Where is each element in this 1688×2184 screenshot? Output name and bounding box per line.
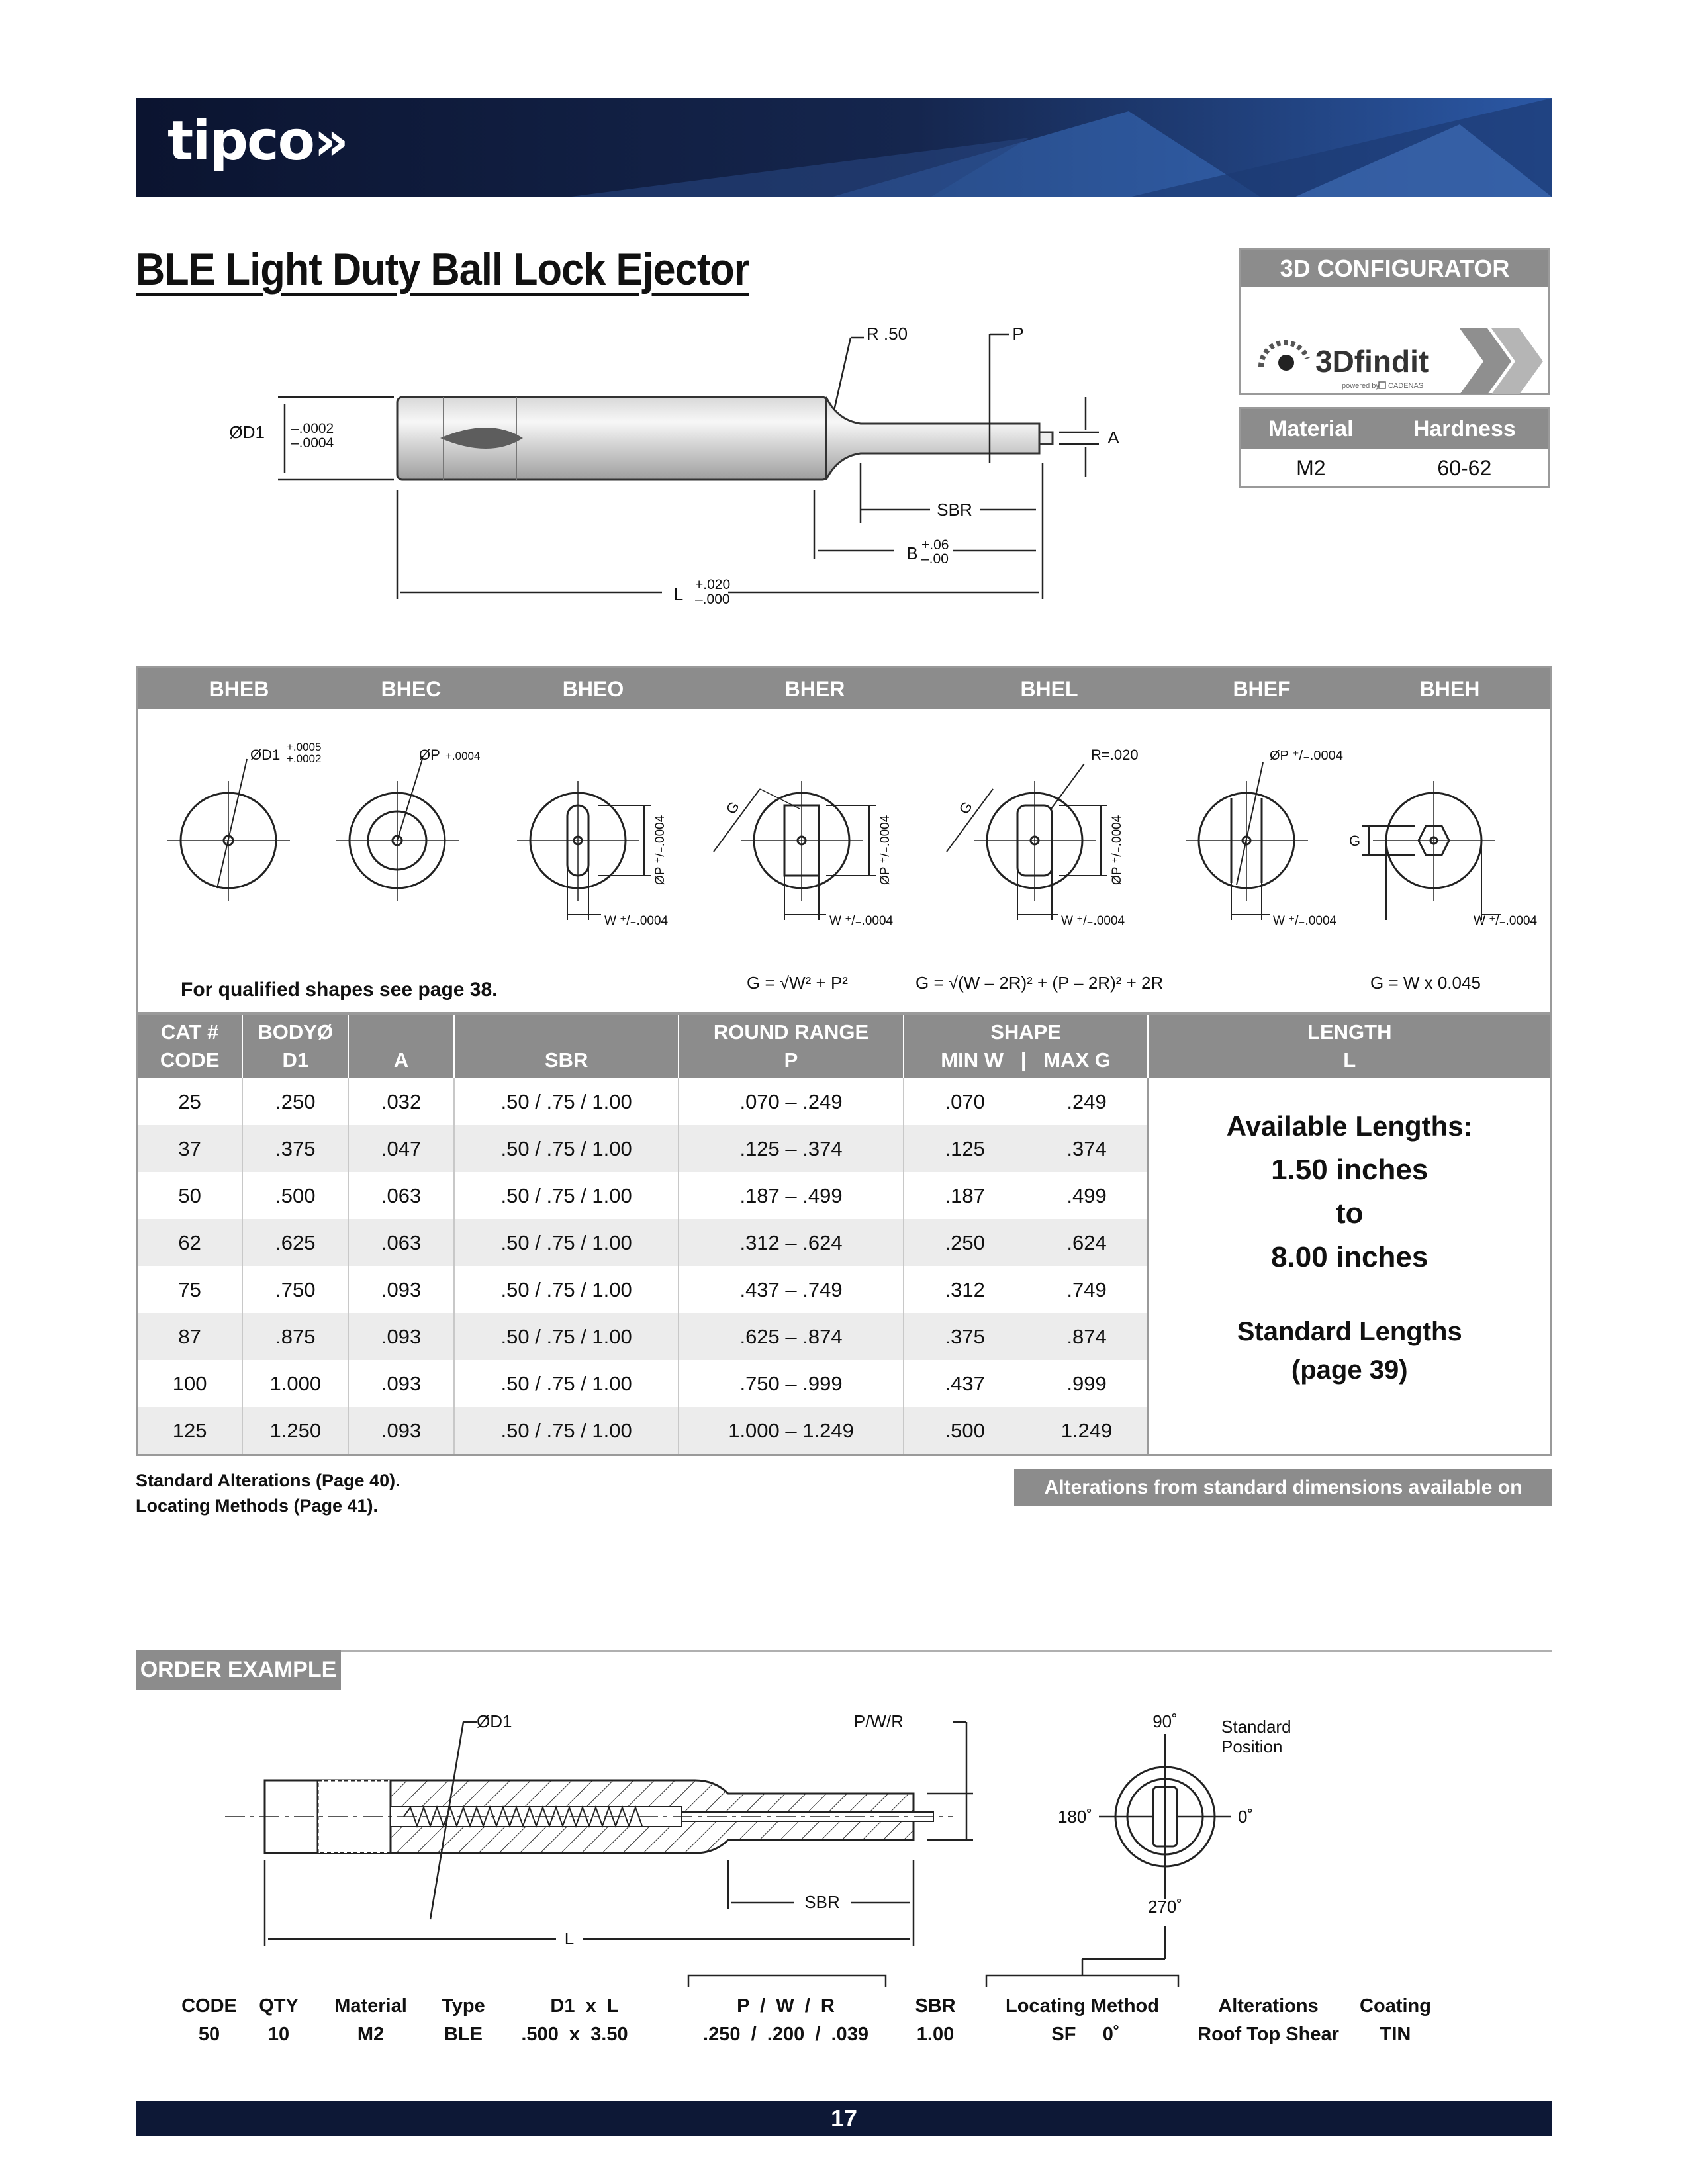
sbr-cell: .50 / .75 / 1.00 xyxy=(454,1266,679,1313)
min-length: 1.50 inches xyxy=(1271,1154,1429,1186)
shape-diagrams xyxy=(138,709,1550,1014)
d1-cell: 1.250 xyxy=(242,1407,348,1455)
b-tol-top: +.06 xyxy=(921,537,949,553)
bheo-p: ØP ⁺/₋.0004 xyxy=(653,815,667,885)
round-range-cell: .437 – .749 xyxy=(679,1266,903,1313)
a-header: A xyxy=(348,1014,454,1079)
configurator-heading: 3D CONFIGURATOR xyxy=(1241,250,1548,287)
dimensions-table xyxy=(136,1013,1552,1456)
l-tol-top: +.020 xyxy=(695,577,731,592)
l-tol-bot: –.000 xyxy=(695,592,730,607)
b-label: B xyxy=(906,543,918,563)
d1-cell: .250 xyxy=(242,1078,348,1125)
order-value-type: BLE xyxy=(444,2024,483,2045)
order-example-divider xyxy=(341,1650,1552,1652)
bheh-w: W ⁺/₋.0004 xyxy=(1474,914,1538,928)
standard-lengths-page: (page 39) xyxy=(1291,1355,1408,1385)
d1-label: ØD1 xyxy=(229,422,265,442)
order-label-locating: Locating Method xyxy=(1006,1995,1159,2017)
order-value-d1-l: .500 x 3.50 xyxy=(521,2024,628,2045)
shape-header: SHAPE MIN W | MAX G xyxy=(904,1014,1149,1079)
bhef-p: ØP ⁺/₋.0004 xyxy=(1270,749,1343,763)
max-g-cell: 1.249 xyxy=(1026,1407,1149,1455)
alterations-request-banner: Alterations from standard dimensions available on request. xyxy=(1014,1469,1552,1506)
bhec-p: ØP xyxy=(419,747,440,763)
length-header: LENGTH L xyxy=(1148,1014,1551,1079)
order-value-pwr: .250 / .200 / .039 xyxy=(703,2024,868,2045)
order-label-pwr: P / W / R xyxy=(737,1995,835,2017)
standard-position-line1: Standard xyxy=(1221,1717,1291,1737)
a-cell: .093 xyxy=(348,1313,454,1360)
bheh-g: G xyxy=(1349,833,1361,849)
cadenas-text: CADENAS xyxy=(1388,382,1424,390)
formula-bher: G = √W² + P² xyxy=(747,973,848,993)
shape-bheh: BHEH xyxy=(1419,677,1480,701)
sbr-cell: .50 / .75 / 1.00 xyxy=(454,1078,679,1125)
max-g-cell: .249 xyxy=(1066,1089,1107,1113)
order-value-sbr: 1.00 xyxy=(916,2024,955,2045)
locating-methods-note[interactable]: Locating Methods (Page 41). xyxy=(136,1496,379,1516)
d1-cell: .500 xyxy=(242,1172,348,1219)
min-w-cell: .312 xyxy=(904,1266,1026,1313)
deg-180-label: 180˚ xyxy=(1057,1807,1092,1827)
cat-code-cell: 100 xyxy=(172,1371,207,1395)
standard-position-line2: Position xyxy=(1221,1737,1283,1756)
bhel-g: G xyxy=(955,798,976,817)
3dfindit-brand: 3Dfindit xyxy=(1315,344,1429,379)
bheb-d1: ØD1 xyxy=(250,747,281,763)
sbr-cell: .50 / .75 / 1.00 xyxy=(454,1407,679,1455)
header-banner xyxy=(136,98,1552,197)
ejector-drawing xyxy=(229,311,1165,615)
shape-bheo: BHEO xyxy=(562,677,624,701)
max-g-cell: .499 xyxy=(1066,1183,1107,1207)
cadenas-icon xyxy=(1379,382,1385,388)
bhel-p: ØP ⁺/₋.0004 xyxy=(1110,815,1124,885)
cat-code-cell: 125 xyxy=(137,1407,243,1455)
order-brackets xyxy=(682,1946,1211,1999)
bhel-w: W ⁺/₋.0004 xyxy=(1061,914,1125,928)
a-cell: .093 xyxy=(348,1360,454,1407)
lengths-cell xyxy=(1148,1078,1551,1455)
material-value: M2 xyxy=(1296,455,1326,480)
length-to: to xyxy=(1335,1197,1364,1230)
sbr-cell: .50 / .75 / 1.00 xyxy=(454,1125,679,1172)
sbr-cell: .50 / .75 / 1.00 xyxy=(454,1172,679,1219)
order-label-d1-l: D1 x L xyxy=(550,1995,619,2017)
banner-graphic xyxy=(136,98,1552,197)
cat-code-cell: 50 xyxy=(178,1183,201,1207)
order-label-code: CODE xyxy=(181,1995,237,2017)
order-label-coating: Coating xyxy=(1360,1995,1431,2017)
shape-types-panel xyxy=(136,666,1552,1014)
max-g-cell: .624 xyxy=(1026,1219,1149,1266)
d1-tol-top: –.0002 xyxy=(291,421,334,436)
standard-alterations-note[interactable]: Standard Alterations (Page 40). xyxy=(136,1471,400,1490)
a-label: A xyxy=(1107,428,1119,447)
d1-tol-bot: –.0004 xyxy=(291,435,334,451)
round-range-cell: .750 – .999 xyxy=(679,1360,903,1407)
max-g-cell: .749 xyxy=(1066,1277,1107,1301)
round-range-cell: .125 – .374 xyxy=(679,1125,903,1172)
shape-bhec: BHEC xyxy=(381,677,442,701)
shape-bheb: BHEB xyxy=(209,677,269,701)
order-value-coating: TIN xyxy=(1380,2024,1411,2045)
sbr-cell: .50 / .75 / 1.00 xyxy=(454,1313,679,1360)
sbr-label: SBR xyxy=(937,500,972,520)
deg-0-label: 0˚ xyxy=(1238,1807,1254,1827)
cat-code-cell: 37 xyxy=(137,1125,243,1172)
min-w-cell: .250 xyxy=(904,1219,1026,1266)
powered-by-text: powered by xyxy=(1342,382,1380,390)
page-number: 17 xyxy=(136,2101,1552,2136)
d1-cell: .750 xyxy=(242,1266,348,1313)
material-table xyxy=(1239,407,1550,488)
round-range-cell: 1.000 – 1.249 xyxy=(679,1407,903,1455)
body-d1-header: BODYØ D1 xyxy=(242,1014,348,1079)
bhef-w: W ⁺/₋.0004 xyxy=(1273,914,1337,928)
bheb-tol-bot: +.0002 xyxy=(287,752,322,765)
order-label-alterations: Alterations xyxy=(1218,1995,1319,2017)
page-title: BLE Light Duty Ball Lock Ejector xyxy=(136,244,749,295)
bher-g: G xyxy=(722,798,743,817)
max-g-cell: .999 xyxy=(1066,1371,1107,1395)
p-label: P xyxy=(1012,324,1024,343)
order-example-heading: ORDER EXAMPLE xyxy=(136,1650,341,1690)
table-row xyxy=(137,1078,1552,1125)
shape-bhel: BHEL xyxy=(1020,677,1078,701)
order-example-drawing xyxy=(212,1707,1364,1959)
bhel-r: R=.020 xyxy=(1091,747,1139,763)
cat-code-cell: 62 xyxy=(137,1219,243,1266)
order-sbr-label: SBR xyxy=(804,1892,840,1912)
order-pwr-label: P/W/R xyxy=(853,1711,904,1731)
min-w-cell: .437 xyxy=(904,1360,1026,1407)
configurator-box[interactable] xyxy=(1239,248,1550,395)
table-header-row xyxy=(137,1014,1552,1079)
sbr-cell: .50 / .75 / 1.00 xyxy=(454,1219,679,1266)
max-length: 8.00 inches xyxy=(1271,1241,1429,1273)
standard-lengths-label: Standard Lengths xyxy=(1237,1317,1462,1346)
bheb-tol-top: +.0005 xyxy=(287,741,322,753)
order-value-material: M2 xyxy=(357,2024,385,2045)
r-label: R .50 xyxy=(866,324,908,343)
order-value-qty: 10 xyxy=(267,2024,290,2045)
tipco-logo: tipco» xyxy=(167,110,348,173)
b-tol-bot: –.00 xyxy=(921,551,949,567)
bher-w: W ⁺/₋.0004 xyxy=(829,914,894,928)
bher-p: ØP ⁺/₋.0004 xyxy=(878,815,892,885)
order-l-label: L xyxy=(564,1929,575,1948)
formula-bhel: G = √(W – 2R)² + (P – 2R)² + 2R xyxy=(915,973,1164,993)
max-g-cell: .874 xyxy=(1026,1313,1149,1360)
order-value-alterations: Roof Top Shear xyxy=(1197,2024,1339,2045)
min-w-cell: .375 xyxy=(904,1313,1026,1360)
d1-cell: .375 xyxy=(242,1125,348,1172)
sbr-header: SBR xyxy=(454,1014,679,1079)
qualified-shapes-note: For qualified shapes see page 38. xyxy=(181,979,498,1001)
round-range-cell: .187 – .499 xyxy=(679,1172,903,1219)
min-w-cell: .125 xyxy=(904,1125,1026,1172)
a-cell: .063 xyxy=(348,1219,454,1266)
shape-bher: BHER xyxy=(784,677,845,701)
round-range-cell: .312 – .624 xyxy=(679,1219,903,1266)
order-label-sbr: SBR xyxy=(915,1995,956,2017)
a-cell: .093 xyxy=(348,1266,454,1313)
order-label-qty: QTY xyxy=(259,1995,299,2017)
order-label-type: Type xyxy=(442,1995,485,2017)
round-range-header: ROUND RANGE P xyxy=(679,1014,903,1079)
bhec-tol: +.0004 xyxy=(445,750,481,762)
round-range-cell: .625 – .874 xyxy=(679,1313,903,1360)
l-label: L xyxy=(673,584,684,604)
bheo-w: W ⁺/₋.0004 xyxy=(604,914,669,928)
deg-270-label: 270˚ xyxy=(1147,1897,1183,1917)
a-cell: .032 xyxy=(348,1078,454,1125)
hardness-header: Hardness xyxy=(1381,409,1548,449)
a-cell: .093 xyxy=(348,1407,454,1455)
order-label-material: Material xyxy=(334,1995,407,2017)
deg-90-label: 90˚ xyxy=(1152,1711,1178,1731)
formula-bheh: G = W x 0.045 xyxy=(1370,973,1481,993)
round-range-cell: .070 – .249 xyxy=(679,1078,903,1125)
cat-code-cell: 87 xyxy=(137,1313,243,1360)
cat-code-cell: 75 xyxy=(178,1277,201,1301)
cat-code-header: CAT # CODE xyxy=(137,1014,243,1079)
cat-code-cell: 25 xyxy=(178,1089,201,1113)
3dfindit-logo[interactable] xyxy=(1241,287,1548,393)
min-w-cell: .500 xyxy=(904,1407,1026,1455)
d1-cell: 1.000 xyxy=(242,1360,348,1407)
material-header: Material xyxy=(1241,409,1381,449)
hardness-value: 60-62 xyxy=(1437,455,1492,480)
order-value-code: 50 xyxy=(198,2024,220,2045)
a-cell: .047 xyxy=(348,1125,454,1172)
available-lengths-label: Available Lengths: xyxy=(1226,1111,1473,1142)
order-value-locating: SF 0˚ xyxy=(1051,2024,1120,2045)
shape-types-header xyxy=(138,668,1550,709)
shape-bhef: BHEF xyxy=(1233,677,1291,701)
sbr-cell: .50 / .75 / 1.00 xyxy=(454,1360,679,1407)
min-w-cell: .187 xyxy=(904,1172,1026,1219)
order-d1-label: ØD1 xyxy=(477,1711,512,1731)
min-w-cell: .070 xyxy=(904,1078,1026,1125)
d1-cell: .875 xyxy=(242,1313,348,1360)
a-cell: .063 xyxy=(348,1172,454,1219)
max-g-cell: .374 xyxy=(1026,1125,1149,1172)
d1-cell: .625 xyxy=(242,1219,348,1266)
